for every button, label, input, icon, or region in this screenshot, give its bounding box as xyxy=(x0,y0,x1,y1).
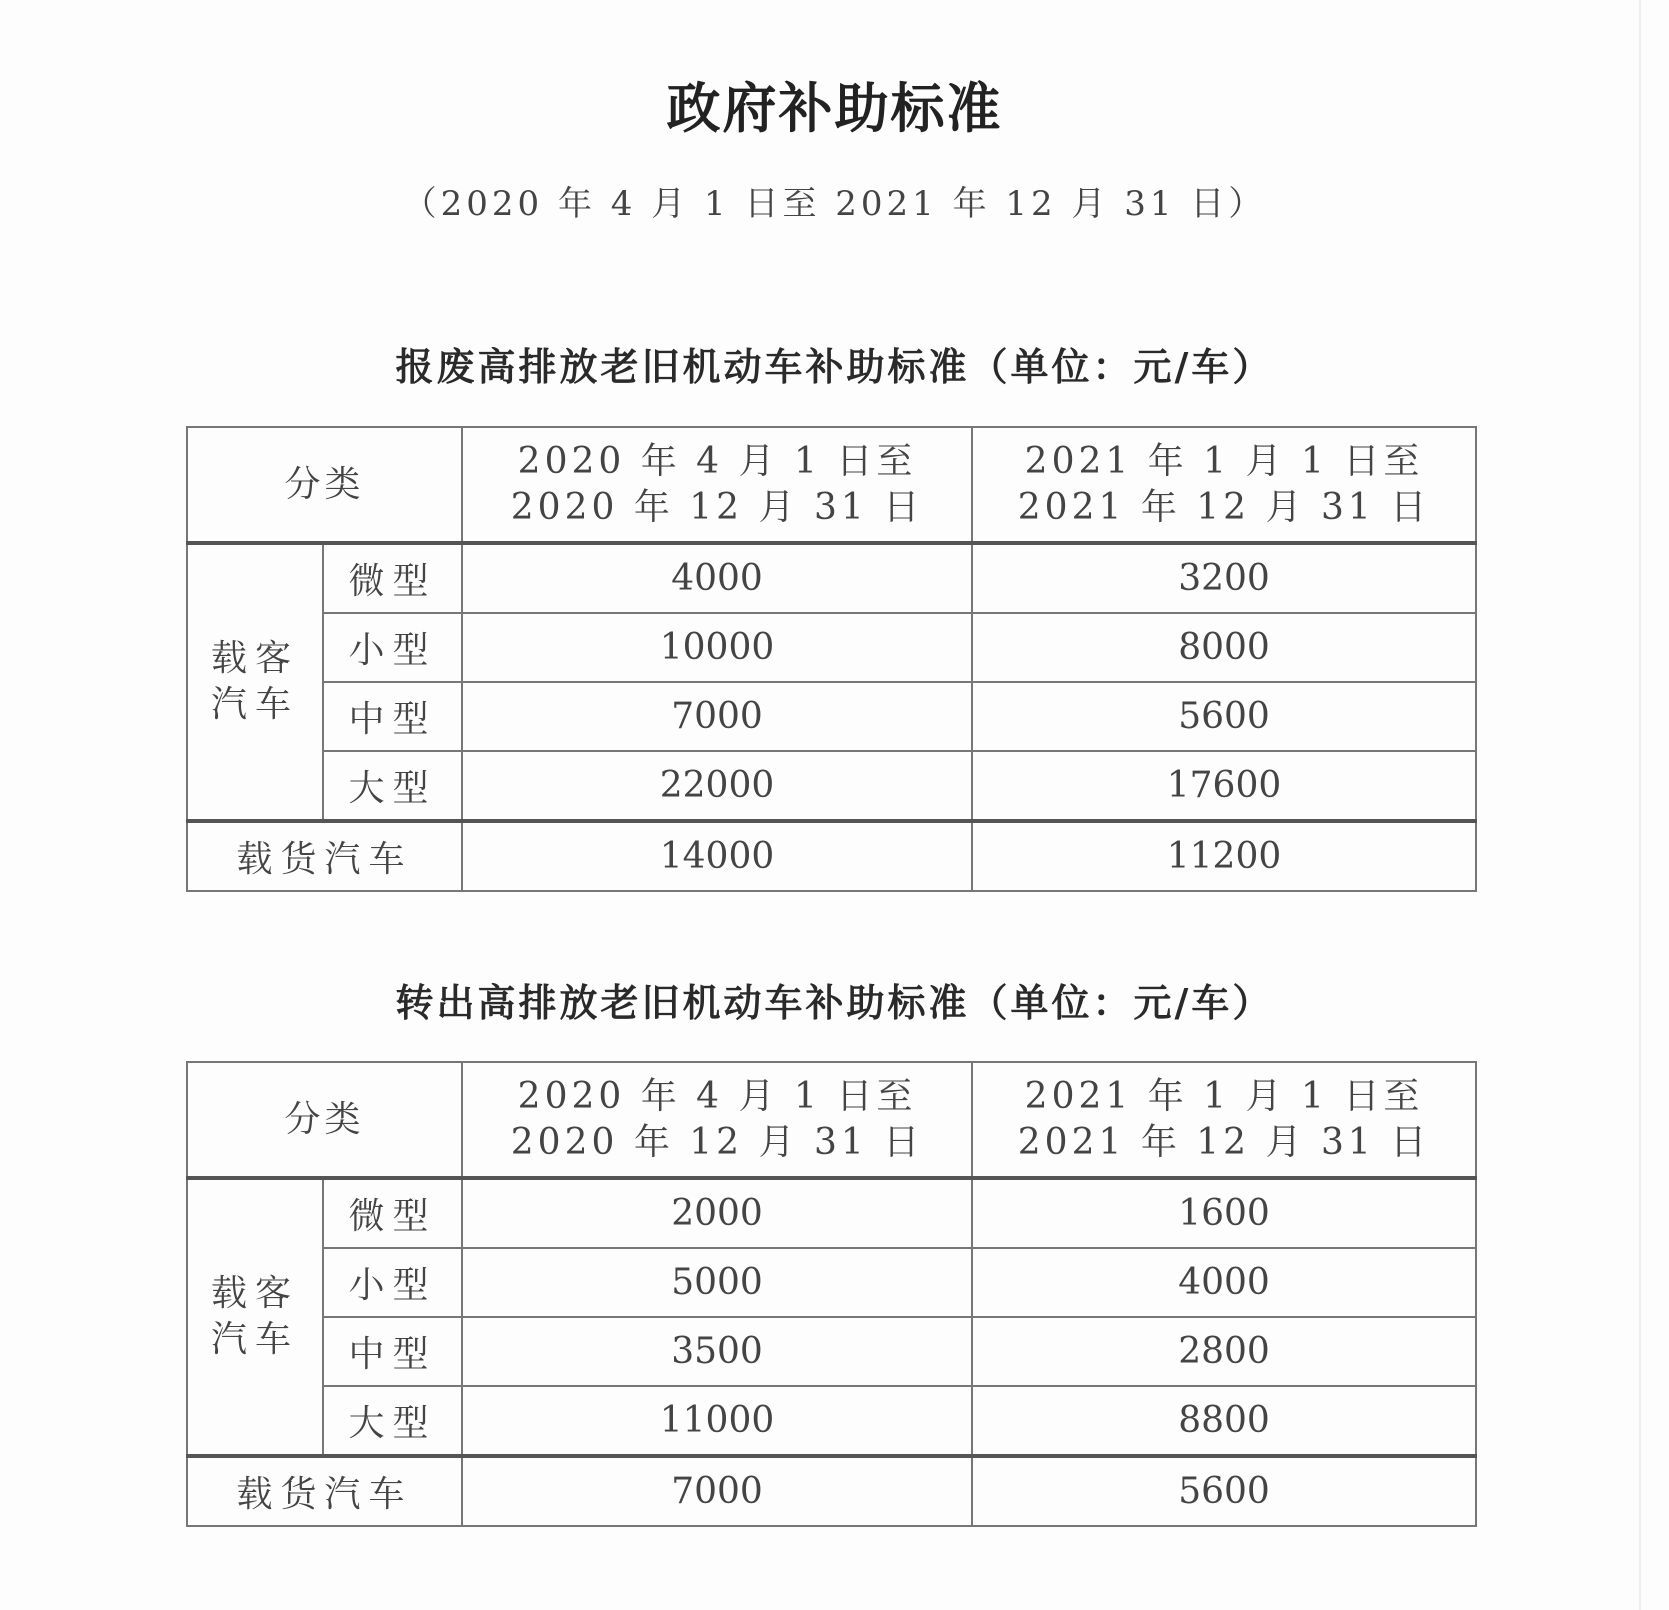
table-row xyxy=(187,751,1476,821)
value-2021: 11200 xyxy=(972,821,1476,891)
passenger-group-label xyxy=(187,543,323,821)
period-start: 2020 年 4 月 1 日至 xyxy=(517,440,917,482)
value-2020: 2000 xyxy=(462,1178,972,1248)
header-category: 分类 xyxy=(187,427,462,543)
header-period-2020 xyxy=(462,1062,972,1178)
subsidy-table xyxy=(186,1061,1477,1527)
table-row xyxy=(187,682,1476,751)
vehicle-type: 微型 xyxy=(323,1178,462,1248)
value-2021: 5600 xyxy=(972,1456,1476,1526)
vehicle-type: 小型 xyxy=(323,613,462,682)
table-row xyxy=(187,1178,1476,1248)
table-header-row xyxy=(187,427,1476,543)
vehicle-type: 载货汽车 xyxy=(187,1456,462,1526)
vehicle-type: 中型 xyxy=(323,682,462,751)
value-2021: 8000 xyxy=(972,613,1476,682)
value-2020: 22000 xyxy=(462,751,972,821)
group-text: 载客汽车 xyxy=(210,638,299,725)
vehicle-type: 大型 xyxy=(323,751,462,821)
period-end: 2021 年 12 月 31 日 xyxy=(1017,486,1431,528)
table-header-row xyxy=(187,1062,1476,1178)
period-start: 2021 年 1 月 1 日至 xyxy=(1024,1075,1424,1117)
value-2021: 4000 xyxy=(972,1248,1476,1317)
table-row xyxy=(187,1386,1476,1456)
period-start: 2021 年 1 月 1 日至 xyxy=(1024,440,1424,482)
value-2020: 7000 xyxy=(462,1456,972,1526)
value-2021: 1600 xyxy=(972,1178,1476,1248)
vehicle-type: 小型 xyxy=(323,1248,462,1317)
value-2021: 3200 xyxy=(972,543,1476,613)
value-2020: 7000 xyxy=(462,682,972,751)
vehicle-type: 中型 xyxy=(323,1317,462,1386)
table-caption: 转出高排放老旧机动车补助标准（单位：元/车） xyxy=(395,980,1274,1025)
table-caption: 报废高排放老旧机动车补助标准（单位：元/车） xyxy=(395,344,1274,389)
table-row xyxy=(187,543,1476,613)
table-row-truck xyxy=(187,1456,1476,1526)
header-period-2020 xyxy=(462,427,972,543)
value-2021: 5600 xyxy=(972,682,1476,751)
vehicle-type: 微型 xyxy=(323,543,462,613)
value-2020: 14000 xyxy=(462,821,972,891)
header-period-2021 xyxy=(972,1062,1476,1178)
vehicle-type: 大型 xyxy=(323,1386,462,1456)
header-period-2021 xyxy=(972,427,1476,543)
period-end: 2020 年 12 月 31 日 xyxy=(510,1121,924,1163)
value-2020: 11000 xyxy=(462,1386,972,1456)
header-category: 分类 xyxy=(187,1062,462,1178)
value-2021: 8800 xyxy=(972,1386,1476,1456)
passenger-group-label xyxy=(187,1178,323,1456)
table-row xyxy=(187,1317,1476,1386)
page-edge xyxy=(1639,0,1641,1610)
table-row xyxy=(187,1248,1476,1317)
table-row-truck xyxy=(187,821,1476,891)
period-start: 2020 年 4 月 1 日至 xyxy=(517,1075,917,1117)
period-end: 2020 年 12 月 31 日 xyxy=(510,486,924,528)
vehicle-type: 载货汽车 xyxy=(187,821,462,891)
value-2021: 17600 xyxy=(972,751,1476,821)
value-2021: 2800 xyxy=(972,1317,1476,1386)
value-2020: 3500 xyxy=(462,1317,972,1386)
table-row xyxy=(187,613,1476,682)
value-2020: 10000 xyxy=(462,613,972,682)
subsidy-table xyxy=(186,426,1477,892)
period-end: 2021 年 12 月 31 日 xyxy=(1017,1121,1431,1163)
group-text: 载客汽车 xyxy=(210,1273,299,1360)
page-subtitle: （2020 年 4 月 1 日至 2021 年 12 月 31 日） xyxy=(402,184,1267,224)
value-2020: 5000 xyxy=(462,1248,972,1317)
page-title: 政府补助标准 xyxy=(666,76,1003,140)
value-2020: 4000 xyxy=(462,543,972,613)
